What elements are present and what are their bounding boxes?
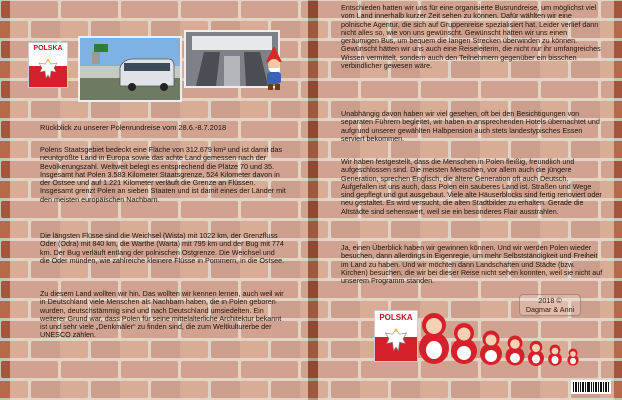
poland-flag-top <box>28 42 68 88</box>
matryoshka-dolls-icon <box>418 308 584 366</box>
white-eagle-icon <box>37 57 59 81</box>
flag-label: POLSKA <box>379 313 413 322</box>
barcode <box>571 380 611 394</box>
bus-photo <box>78 36 182 102</box>
right-paragraph: Wir haben festgestellt, dass die Menschen in Polen fleißig, freundlich und aufgeschlossen sind. Die meisten Menschen, vor allem auch die jüngere Generation, sprechen Englisch, die ältere Generation oft auch Deutsch. Aufgefallen ist uns auch, dass Polen ein sauberes Land ist. Straßen und Wege sind gepflegt und gut ausgebaut. Viele alte Häuserblocks sind fertig renoviert oder neu gestaltet. Es wird versucht, die alten Stadtbilder zu erhalten. Gerade die Altstädte sind sehenswert, weil sie ein besonderes Flair ausstrahlen. <box>341 157 602 216</box>
left-paragraph: Die längsten Flüsse sind die Weichsel (Wista) mit 1022 km, der Grenzfluss Oder (Odra) mit 840 km, die Warthe (Warta) mit 795 km und der Bug mit 774 km. Der Bug verläuft entlang der polnischen Ostgrenze. Die Weichsel und die Oder münden, wie zahlreiche kleinere Flüsse in Pommern, in die Ostsee. <box>40 231 285 265</box>
left-paragraph: Zu diesem Land wollten wir hin. Das wollten wir kennen lernen, auch weil wir in Deutschland viele Menschen als Nachbarn haben, die in Polen geboren wurden, deutschstämmig sind und nach Deutschland umsiedelten. Ein weiterer Grund war, dass Polen für seine mittelalterliche Architektur bekannt ist und sehr viele „Denkmäler“ zu finden sind, die zum Weltkulturerbe der UNESCO zählen. <box>40 289 284 340</box>
copyright-year: 2018 © <box>538 296 562 305</box>
left-paragraph: Polens Staatsgebiet bedeckt eine Fläche von 312.679 km² und ist damit das neuntgrößte Land in Europa sowie das achte Land gemessen nach der Bevölkerungszahl. Weltweit belegt es entsprechend die Plätze 70 und 35. Insgesamt hat Polen 3.583 Kilometer Staatsgrenze, 524 Kilometer davon in der Ostsee und auf 1.221 Kilometer verläuft die Grenze an Flüssen. Insgesamt grenzt Polen an sieben Staaten und ist damit eines der Länder mit den meisten europäischen Nachbarn. <box>40 145 286 204</box>
right-paragraph: Unabhängig davon haben wir viel gesehen, oft bei den Besichtigungen von separaten Führern begleitet, wir haben in ansprechenden Hotels übernachtet und aufgrund unserer gewählten Halbpension auch stets landestypisches Essen serviert bekommen. <box>341 109 600 143</box>
gnome-mascot-icon <box>262 46 286 92</box>
page-heading: Rückblick zu unserer Polenrundreise vom 28.6.-8.7.2018 <box>40 123 227 132</box>
poland-flag-bottom <box>374 310 418 362</box>
copyright-names: Dagmar & Anni <box>525 305 575 314</box>
white-eagle-icon <box>383 326 409 354</box>
right-paragraph: Ja, einen Überblick haben wir gewinnen können. Und wir werden Polen wieder besuchen, dann allerdings in Eigenregie, um mehr Selbstständigkeit und Freiheit im Land zu haben. Und wir möchten dann Landschaften und Städte (bzw. Kirchen) besuchen, die wir bei dieser Reise nicht sehen konnten, weil sie nicht auf unserem Programm standen. <box>341 243 603 286</box>
right-paragraph: Entschieden hatten wir uns für eine organisierte Busrundreise, um möglichst viel vom Land innerhalb kurzer Zeit sehen zu können. Dafür wählten wir eine polnische Agentur, die sich auf Gruppenreise spezialisiert hat. Leider verlief dann nicht alles so, wie von uns gewünscht. Gewünscht hätten wir uns einen geräumigen Bus, um bequem die langen Strecken überwinden zu können. Gewünscht hätten wir uns auch eine Reiseleiterin, die nicht nur ihr umfangreiches Wissen vermittelt, sondern auch den Teilnehmern gegenüber ein bisschen verbindlicher gewesen wäre. <box>341 3 601 71</box>
flag-label: POLSKA <box>33 45 63 52</box>
